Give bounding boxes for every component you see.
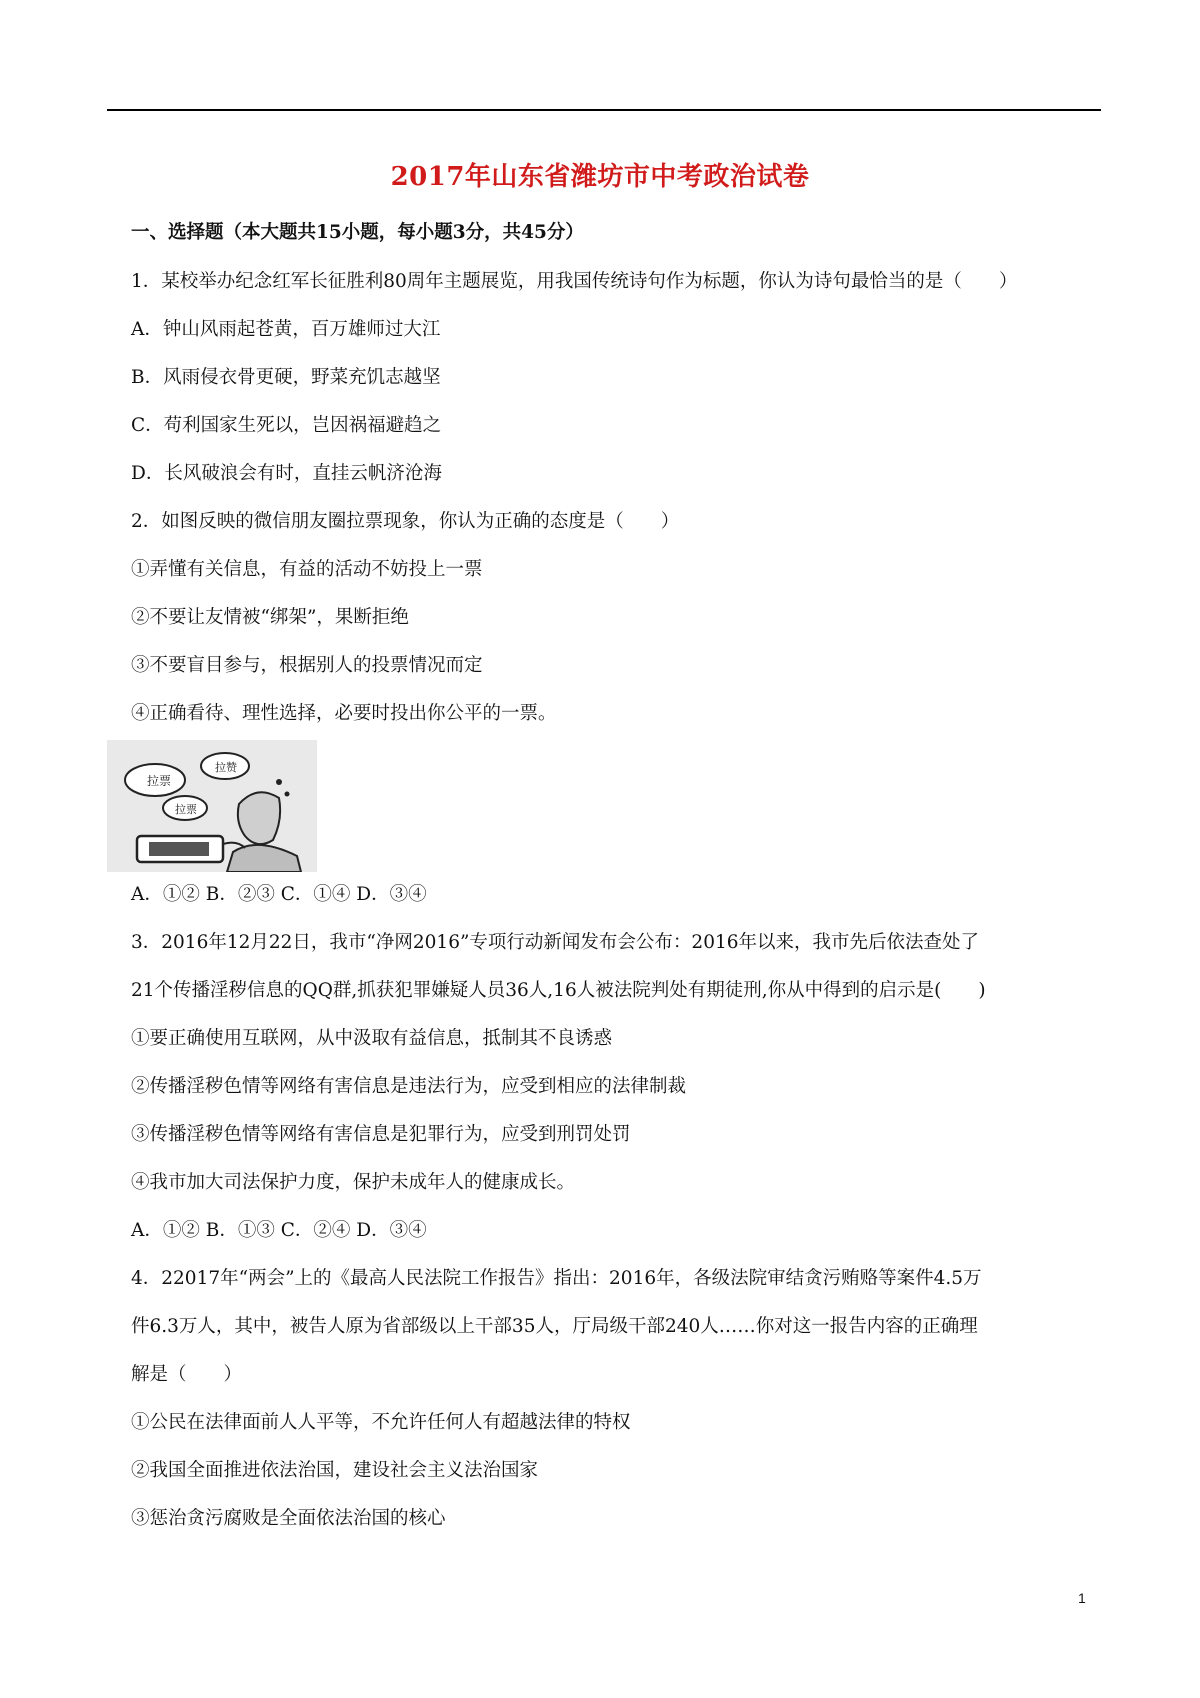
bubble-label-3: 拉票 [175,803,197,816]
question-1-stem: 1．某校举办纪念红军长征胜利80周年主题展览，用我国传统诗句作为标题，你认为诗句最恰当的是（ ） [131,271,1018,292]
question-3-stem-line-1: 3．2016年12月22日，我市“净网2016”专项行动新闻发布会公布：2016年以来，我市先后依法查处了 [131,932,980,953]
section-heading: 一、选择题（本大题共15小题，每小题3分，共45分） [131,222,584,243]
bubble-label-1: 拉票 [147,774,172,788]
header-rule [107,109,1101,111]
question-1-option-c: C．苟利国家生死以，岂因祸福避趋之 [131,415,442,436]
question-2-stem: 2．如图反映的微信朋友圈拉票现象，你认为正确的态度是（ ） [131,511,680,532]
question-3-item-4: ④我市加大司法保护力度，保护未成年人的健康成长。 [131,1172,576,1193]
question-2-item-2: ②不要让友情被“绑架”，果断拒绝 [131,607,409,628]
question-3-item-1: ①要正确使用互联网，从中汲取有益信息，抵制其不良诱惑 [131,1028,613,1049]
question-4-stem-line-2: 件6.3万人，其中，被告人原为省部级以上干部35人，厅局级干部240人……你对这一报告内容的正确理 [131,1316,978,1337]
question-4-item-2: ②我国全面推进依法治国，建设社会主义法治国家 [131,1460,539,1481]
question-4-item-1: ①公民在法律面前人人平等，不允许任何人有超越法律的特权 [131,1412,631,1433]
question-2-item-1: ①弄懂有关信息，有益的活动不妨投上一票 [131,559,483,580]
document-title: 2017年山东省潍坊市中考政治试卷 [390,162,810,192]
question-3-item-3: ③传播淫秽色情等网络有害信息是犯罪行为，应受到刑罚处罚 [131,1124,631,1145]
question-3-item-2: ②传播淫秽色情等网络有害信息是违法行为，应受到相应的法律制裁 [131,1076,687,1097]
question-1-option-b: B．风雨侵衣骨更硬，野菜充饥志越坚 [131,367,441,388]
question-2-item-4: ④正确看待、理性选择，必要时投出你公平的一票。 [131,703,557,724]
question-4-stem-line-1: 4．22017年“两会”上的《最高人民法院工作报告》指出：2016年，各级法院审结贪污贿赂等案件4.5万 [131,1268,982,1289]
question-1-option-d: D．长风破浪会有时，直挂云帆济沧海 [131,463,442,484]
question-3-stem-line-2: 21个传播淫秽信息的QQ群,抓获犯罪嫌疑人员36人,16人被法院判处有期徒刑,你从中得到的启示是( ) [131,980,986,1001]
bubble-label-2: 拉赞 [215,761,237,774]
question-1-option-a: A．钟山风雨起苍黄，百万雄师过大江 [131,319,441,340]
question-4-stem-line-3: 解是（ ） [131,1364,243,1385]
wechat-vote-cartoon [107,740,317,872]
question-2-answers: A．①② B．②③ C．①④ D．③④ [131,884,427,905]
page-number: 1 [1078,1590,1086,1606]
question-3-answers: A．①② B．①③ C．②④ D．③④ [131,1220,427,1241]
question-4-item-3: ③惩治贪污腐败是全面依法治国的核心 [131,1508,446,1529]
question-2-item-3: ③不要盲目参与，根据别人的投票情况而定 [131,655,483,676]
